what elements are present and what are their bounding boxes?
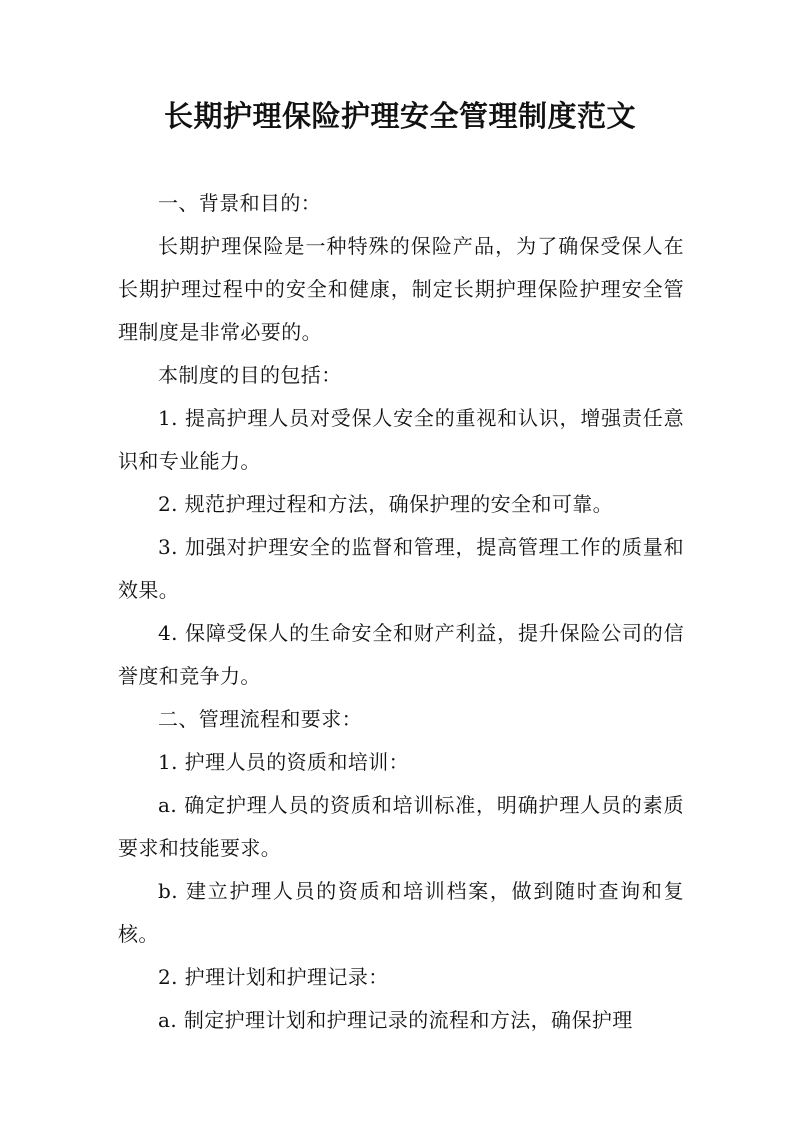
list-item-purpose-3: 3. 加强对护理安全的监督和管理，提高管理工作的质量和效果。 <box>118 535 684 602</box>
section-heading-process: 二、管理流程和要求： <box>158 707 362 731</box>
list-item-qualification-b: b. 建立护理人员的资质和培训档案，做到随时查询和复核。 <box>118 879 684 946</box>
subsection-heading-care-plan: 2. 护理计划和护理记录： <box>158 965 389 989</box>
document-title: 长期护理保险护理安全管理制度范文 <box>163 99 636 133</box>
list-item-purpose-4: 4. 保障受保人的生命安全和财产利益，提升保险公司的信誉度和竞争力。 <box>118 621 684 688</box>
subsection-heading-qualification: 1. 护理人员的资质和培训： <box>158 750 410 774</box>
list-item-purpose-1: 1. 提高护理人员对受保人安全的重视和认识，增强责任意识和专业能力。 <box>118 406 684 473</box>
document-body <box>118 182 684 1042</box>
list-item-purpose-2: 2. 规范护理过程和方法，确保护理的安全和可靠。 <box>158 492 614 516</box>
section-heading-background: 一、背景和目的： <box>158 191 322 215</box>
paragraph-purpose-lead: 本制度的目的包括： <box>158 363 342 387</box>
list-item-qualification-a: a. 确定护理人员的资质和培训标准，明确护理人员的素质要求和技能要求。 <box>118 793 684 860</box>
list-item-care-plan-a: a. 制定护理计划和护理记录的流程和方法，确保护理 <box>158 1008 633 1032</box>
paragraph-intro: 长期护理保险是一种特殊的保险产品，为了确保受保人在长期护理过程中的安全和健康，制定长期护理保险护理安全管理制度是非常必要的。 <box>118 234 684 344</box>
